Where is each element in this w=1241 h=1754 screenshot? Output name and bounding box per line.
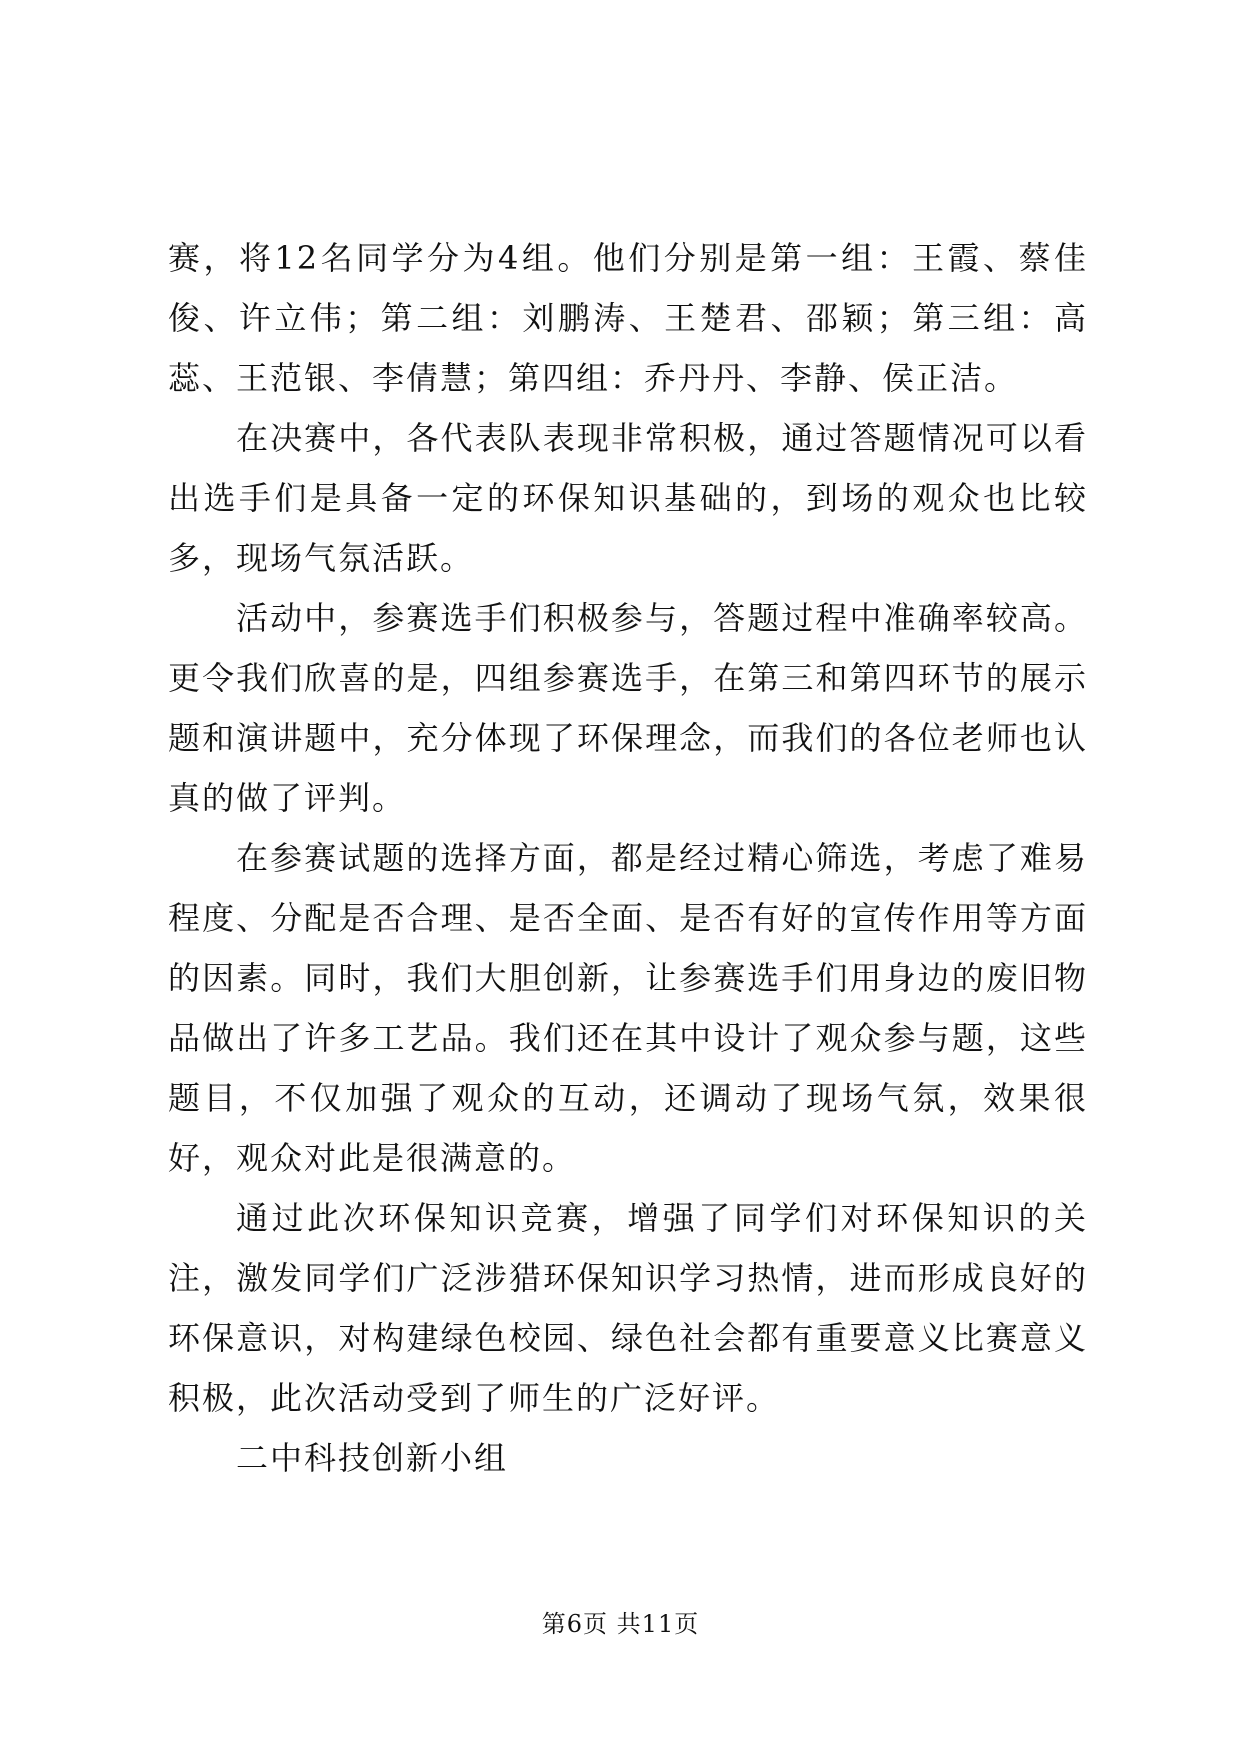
paragraph-finals: 在决赛中，各代表队表现非常积极，通过答题情况可以看出选手们是具备一定的环保知识基础的，到场的观众也比较多，现场气氛活跃。 [168, 419, 1088, 577]
paragraph-conclusion: 通过此次环保知识竞赛，增强了同学们对环保知识的关注，激发同学们广泛涉猎环保知识学习热情，进而形成良好的环保意识，对构建绿色校园、绿色社会都有重要意义比赛意义积极，此次活动受到了师生的广泛好评。 [168, 1199, 1088, 1417]
page-footer: 第6页 共11页 [541, 1610, 700, 1638]
paragraph-activity: 活动中，参赛选手们积极参与，答题过程中准确率较高。更令我们欣喜的是，四组参赛选手，在第三和第四环节的展示题和演讲题中，充分体现了环保理念，而我们的各位老师也认真的做了评判。 [168, 599, 1088, 817]
document-body [168, 228, 1088, 1488]
paragraph-question-selection: 在参赛试题的选择方面，都是经过精心筛选，考虑了难易程度、分配是否合理、是否全面、是否有好的宣传作用等方面的因素。同时，我们大胆创新，让参赛选手们用身边的废旧物品做出了许多工艺品。我们还在其中设计了观众参与题，这些题目，不仅加强了观众的互动，还调动了现场气氛，效果很好，观众对此是很满意的。 [168, 839, 1088, 1177]
signature: 二中科技创新小组 [236, 1439, 509, 1477]
paragraph-continued: 赛，将12名同学分为4组。他们分别是第一组：王霞、蔡佳俊、许立伟；第二组：刘鹏涛、王楚君、邵颖；第三组：高蕊、王范银、李倩慧；第四组：乔丹丹、李静、侯正洁。 [168, 239, 1088, 397]
